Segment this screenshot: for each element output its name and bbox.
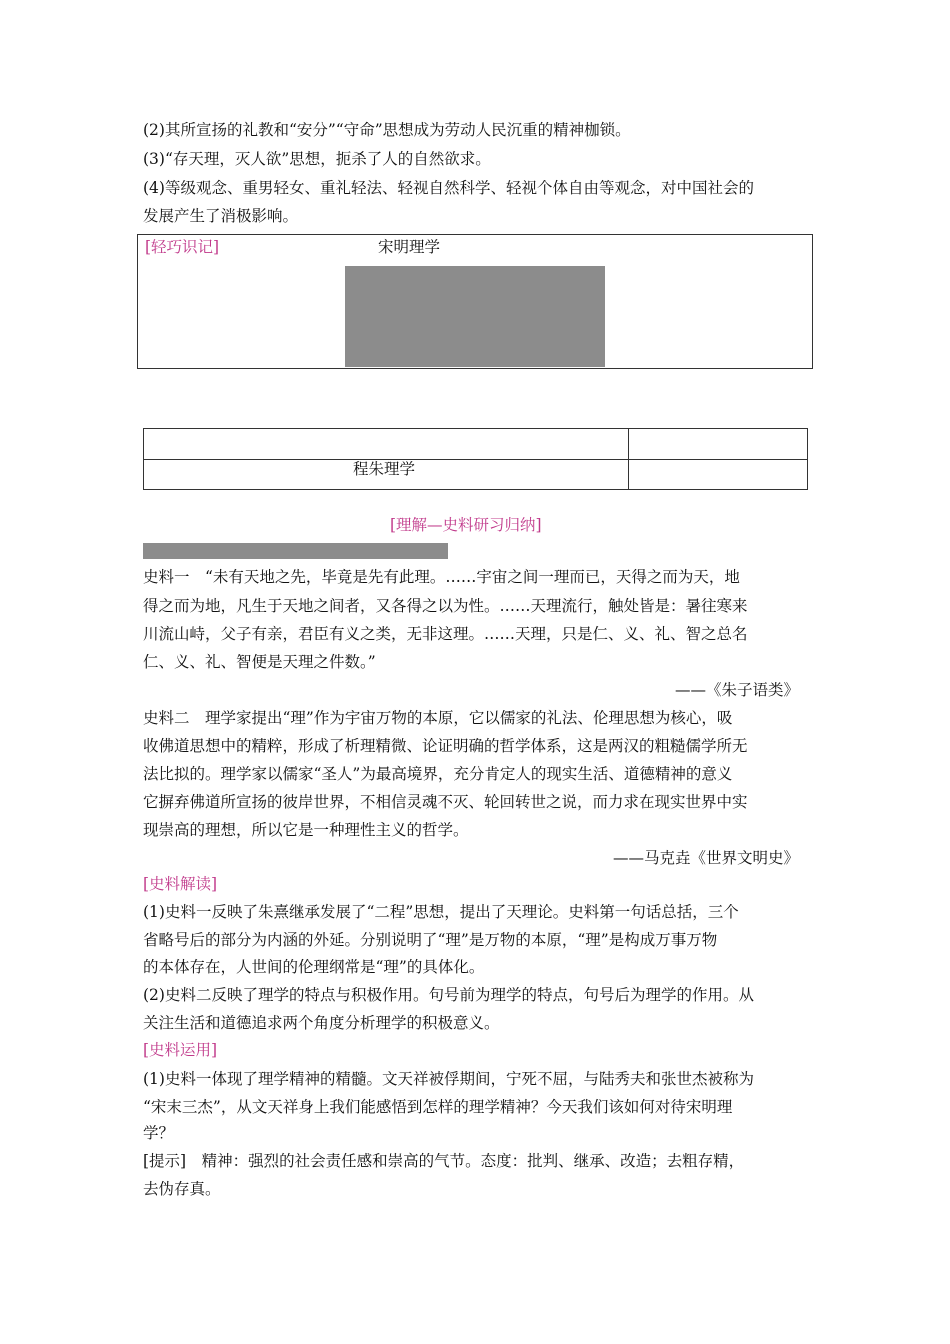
source2-line: 它摒弃佛道所宣扬的彼岸世界，不相信灵魂不灭、轮回转世之说，而力求在现实世界中实 <box>143 793 748 811</box>
source1-line: 得之而为地，凡生于天地之间者，又各得之以为性。……天理流行，触处皆是：暑往寒来 <box>143 597 748 615</box>
table-cell-label: 程朱理学 <box>353 460 416 478</box>
text-line: 发展产生了消极影响。 <box>143 207 299 225</box>
hint-line: 去伪存真。 <box>143 1180 221 1198</box>
reading-line: 的本体存在，人世间的伦理纲常是“理”的具体化。 <box>143 958 485 976</box>
source2-line: 法比拟的。理学家以儒家“圣人”为最高境界，充分肯定人的现实生活、道德精神的意义 <box>143 765 733 783</box>
source2-line: 史料二 理学家提出“理”作为宇宙万物的本原，它以儒家的礼法、伦理思想为核心，吸 <box>143 709 733 727</box>
concept-table <box>143 428 808 490</box>
source1-citation: ——《朱子语类》 <box>674 681 799 699</box>
source2-line: 收佛道思想中的精粹，形成了析理精微、论证明确的哲学体系，这是两汉的粗糙儒学所无 <box>143 737 748 755</box>
source2-citation: ——马克垚《世界文明史》 <box>612 849 799 867</box>
hint-line: [提示] 精神：强烈的社会责任感和崇高的气节。态度：批判、继承、改造；去粗存精， <box>143 1152 745 1170</box>
reading-tag: [史料解读] <box>143 875 218 893</box>
usage-line: (1)史料一体现了理学精神的精髓。文天祥被俘期间，宁死不屈，与陆秀夫和张世杰被称为 <box>143 1070 754 1088</box>
source1-line: 史料一 “未有天地之先，毕竟是先有此理。……宇宙之间一理而已，天得之而为天，地 <box>143 568 740 586</box>
usage-line: 学？ <box>143 1124 175 1142</box>
reading-line: (2)史料二反映了理学的特点与积极作用。句号前为理学的特点，句号后为理学的作用。从 <box>143 986 754 1004</box>
table-divider <box>628 429 629 489</box>
diagram-placeholder <box>345 266 605 367</box>
source2-line: 现崇高的理想，所以它是一种理性主义的哲学。 <box>143 821 469 839</box>
memory-box-tag: [轻巧识记] <box>145 238 220 256</box>
section-title: [理解—史料研习归纳] <box>390 516 542 534</box>
reading-line: 关注生活和道德追求两个角度分析理学的积极意义。 <box>143 1014 500 1032</box>
image-placeholder <box>143 543 448 559</box>
source1-line: 仁、义、礼、智便是天理之件数。” <box>143 653 376 671</box>
text-line: (4)等级观念、重男轻女、重礼轻法、轻视自然科学、轻视个体自由等观念，对中国社会的 <box>143 179 754 197</box>
reading-line: 省略号后的部分为内涵的外延。分别说明了“理”是万物的本原，“理”是构成万事万物 <box>143 931 718 949</box>
usage-line: “宋末三杰”，从文天祥身上我们能感悟到怎样的理学精神？今天我们该如何对待宋明理 <box>143 1098 733 1116</box>
memory-box-title: 宋明理学 <box>378 238 441 256</box>
reading-line: (1)史料一反映了朱熹继承发展了“二程”思想，提出了天理论。史料第一句话总括，三个 <box>143 903 739 921</box>
table-divider <box>144 459 807 460</box>
text-line: (2)其所宣扬的礼教和“安分”“守命”思想成为劳动人民沉重的精神枷锁。 <box>143 121 631 139</box>
text-line: (3)“存天理，灭人欲”思想，扼杀了人的自然欲求。 <box>143 150 491 168</box>
source1-line: 川流山峙，父子有亲，君臣有义之类，无非这理。……天理，只是仁、义、礼、智之总名 <box>143 625 748 643</box>
usage-tag: [史料运用] <box>143 1041 218 1059</box>
